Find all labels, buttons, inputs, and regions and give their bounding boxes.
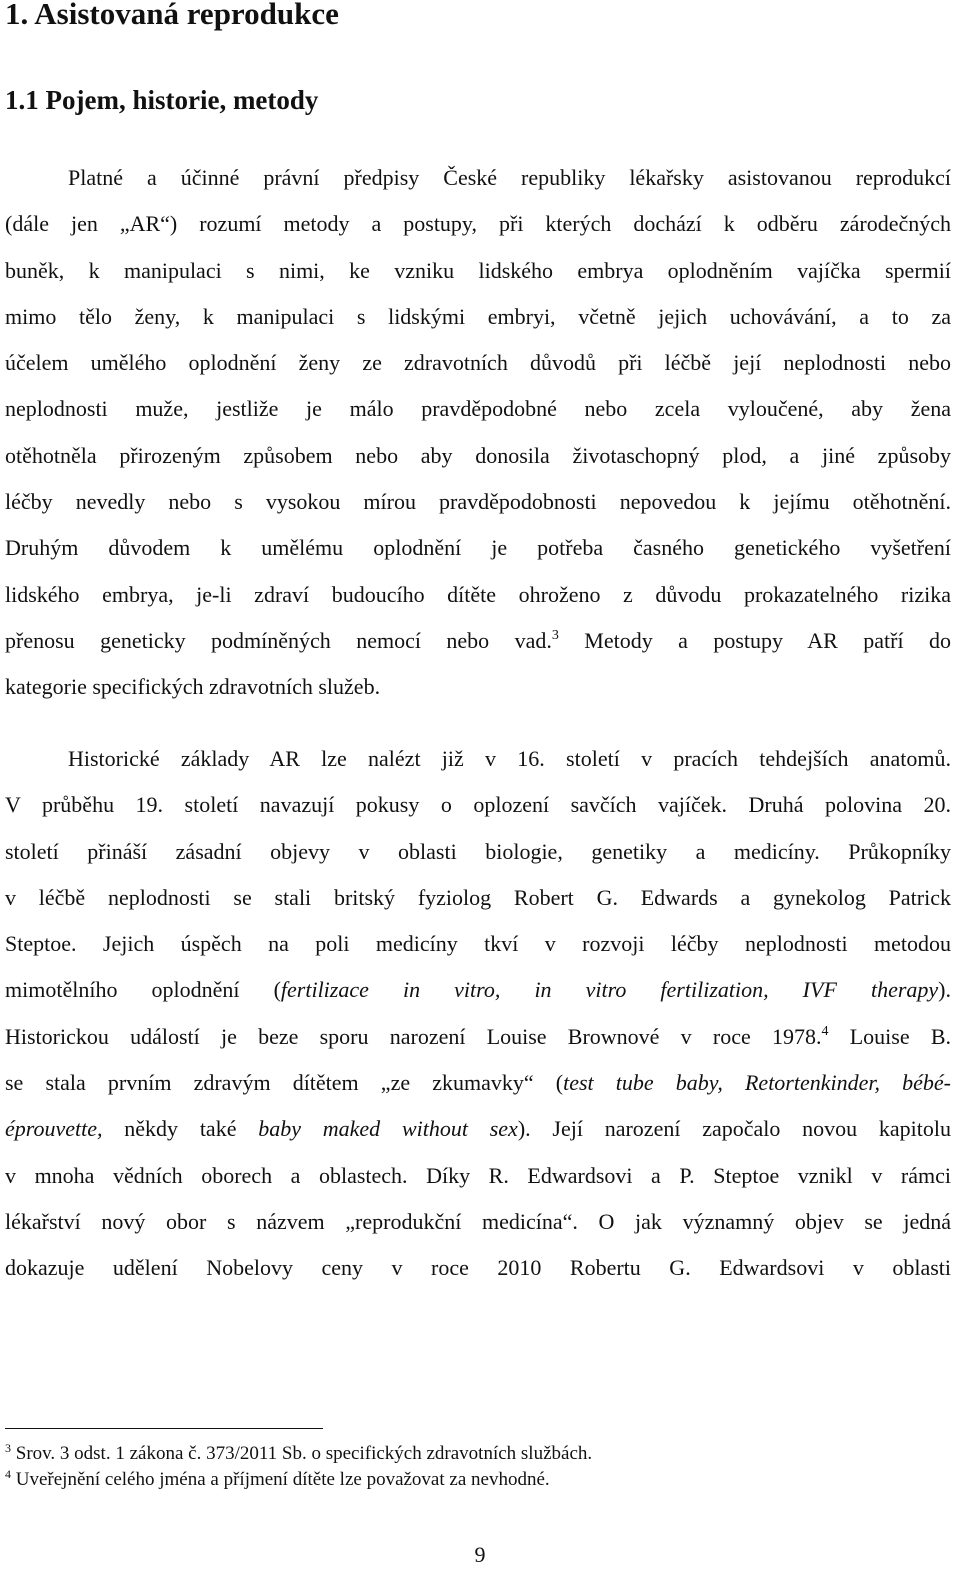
chapter-heading: 1. Asistovaná reprodukce [5,0,339,31]
text-line: (dále jen „AR“) rozumí metody a postupy, při kterých dochází k odběru zárodečných [5,211,951,237]
text-line: století přináší zásadní objevy v oblasti biologie, genetiky a medicíny. Průkopníky [5,838,951,864]
text-line [5,1060,951,1106]
text-line [5,1106,951,1152]
text-segment: Metody a postupy AR patří do [558,627,951,653]
text-line [5,1014,951,1060]
text-line: Druhým důvodem k umělému oplodnění je potřeba časného genetického vyšetření [5,535,951,561]
page-number: 9 [474,1542,486,1567]
italic-term: fertilizace in vitro, in vitro fertilization, IVF therapy [280,977,939,1003]
text-segment: mimotělního oplodnění ( [5,977,281,1003]
text-line: Platné a účinné právní předpisy České republiky lékařsky asistovanou reprodukcí [68,165,951,190]
text-segment: přenosu geneticky podmíněných nemocí nebo vad. [5,627,552,653]
text-line: buněk, k manipulaci s nimi, ke vzniku lidského embrya oplodněním vajíčka spermií [5,257,951,283]
footnote-ref-3: 3 [551,627,559,643]
italic-term: éprouvette, [5,1116,103,1142]
text-line: léčby nevedly nebo s vysokou mírou pravděpodobnosti nepovedou k jejímu otěhotnění. [5,489,951,515]
text-line: lékařství nový obor s názvem „reprodukční medicína“. O jak významný objev se jedná [5,1208,951,1234]
footnote-number: 3 [5,1441,11,1455]
footnote-3 [5,1441,592,1467]
text-line: v léčbě neplodnosti se stali britský fyziolog Robert G. Edwards a gynekolog Patrick [5,884,951,910]
text-segment: někdy také [102,1116,259,1142]
footnote-ref-4: 4 [821,1023,829,1039]
paragraph-history [5,736,951,1292]
text-line: otěhotněla přirozeným způsobem nebo aby donosila životaschopný plod, a jiné způsoby [5,442,951,468]
text-segment: Louise B. [828,1023,951,1049]
text-segment: ). [938,977,951,1003]
text-line: kategorie specifických zdravotních služeb. [5,674,381,700]
footnote-4 [5,1467,592,1493]
italic-term: baby maked without sex [258,1116,518,1142]
text-line: Historické základy AR lze nalézt již v 16. století v pracích tehdejších anatomů. [68,746,951,771]
section-heading: 1.1 Pojem, historie, metody [5,85,319,115]
text-line: dokazuje udělení Nobelovy ceny v roce 2010 Robertu G. Edwardsovi v oblasti [5,1255,951,1281]
footnote-text: Srov. 3 odst. 1 zákona č. 373/2011 Sb. o specifických zdravotních službách. [11,1443,593,1464]
text-line: neplodnosti muže, jestliže je málo pravděpodobné nebo zcela vyloučené, aby žena [5,396,951,422]
text-segment: se stala prvním zdravým dítětem „ze zkumavky“ ( [5,1070,564,1096]
text-line: účelem umělého oplodnění ženy ze zdravotních důvodů při léčbě její neplodnosti nebo [5,350,951,376]
text-line [5,618,951,664]
footnote-text: Uveřejnění celého jména a příjmení dítěte lze považovat za nevhodné. [11,1469,550,1490]
footnote-separator [5,1428,323,1429]
footnotes [5,1441,592,1493]
text-line: Steptoe. Jejich úspěch na poli medicíny tkví v rozvoji léčby neplodnosti metodou [5,931,951,957]
text-line: v mnoha vědních oborech a oblastech. Díky R. Edwardsovi a P. Steptoe vznikl v rámci [5,1162,951,1188]
paragraph-legal-definition [5,155,951,711]
text-line: lidského embrya, je-li zdraví budoucího dítěte ohroženo z důvodu prokazatelného rizika [5,581,951,607]
text-line: V průběhu 19. století navazují pokusy o oplození savčích vajíček. Druhá polovina 20. [5,792,951,818]
text-line [5,967,951,1013]
text-line: mimo tělo ženy, k manipulaci s lidskými embryi, včetně jejich uchovávání, a to za [5,303,951,329]
italic-term: test tube baby, Retortenkinder, bébé- [563,1070,951,1096]
text-segment: ). Její narození započalo novou kapitolu [517,1116,951,1142]
text-segment: Historickou událostí je beze sporu narození Louise Brownové v roce 1978. [5,1023,822,1049]
footnote-number: 4 [5,1467,11,1481]
